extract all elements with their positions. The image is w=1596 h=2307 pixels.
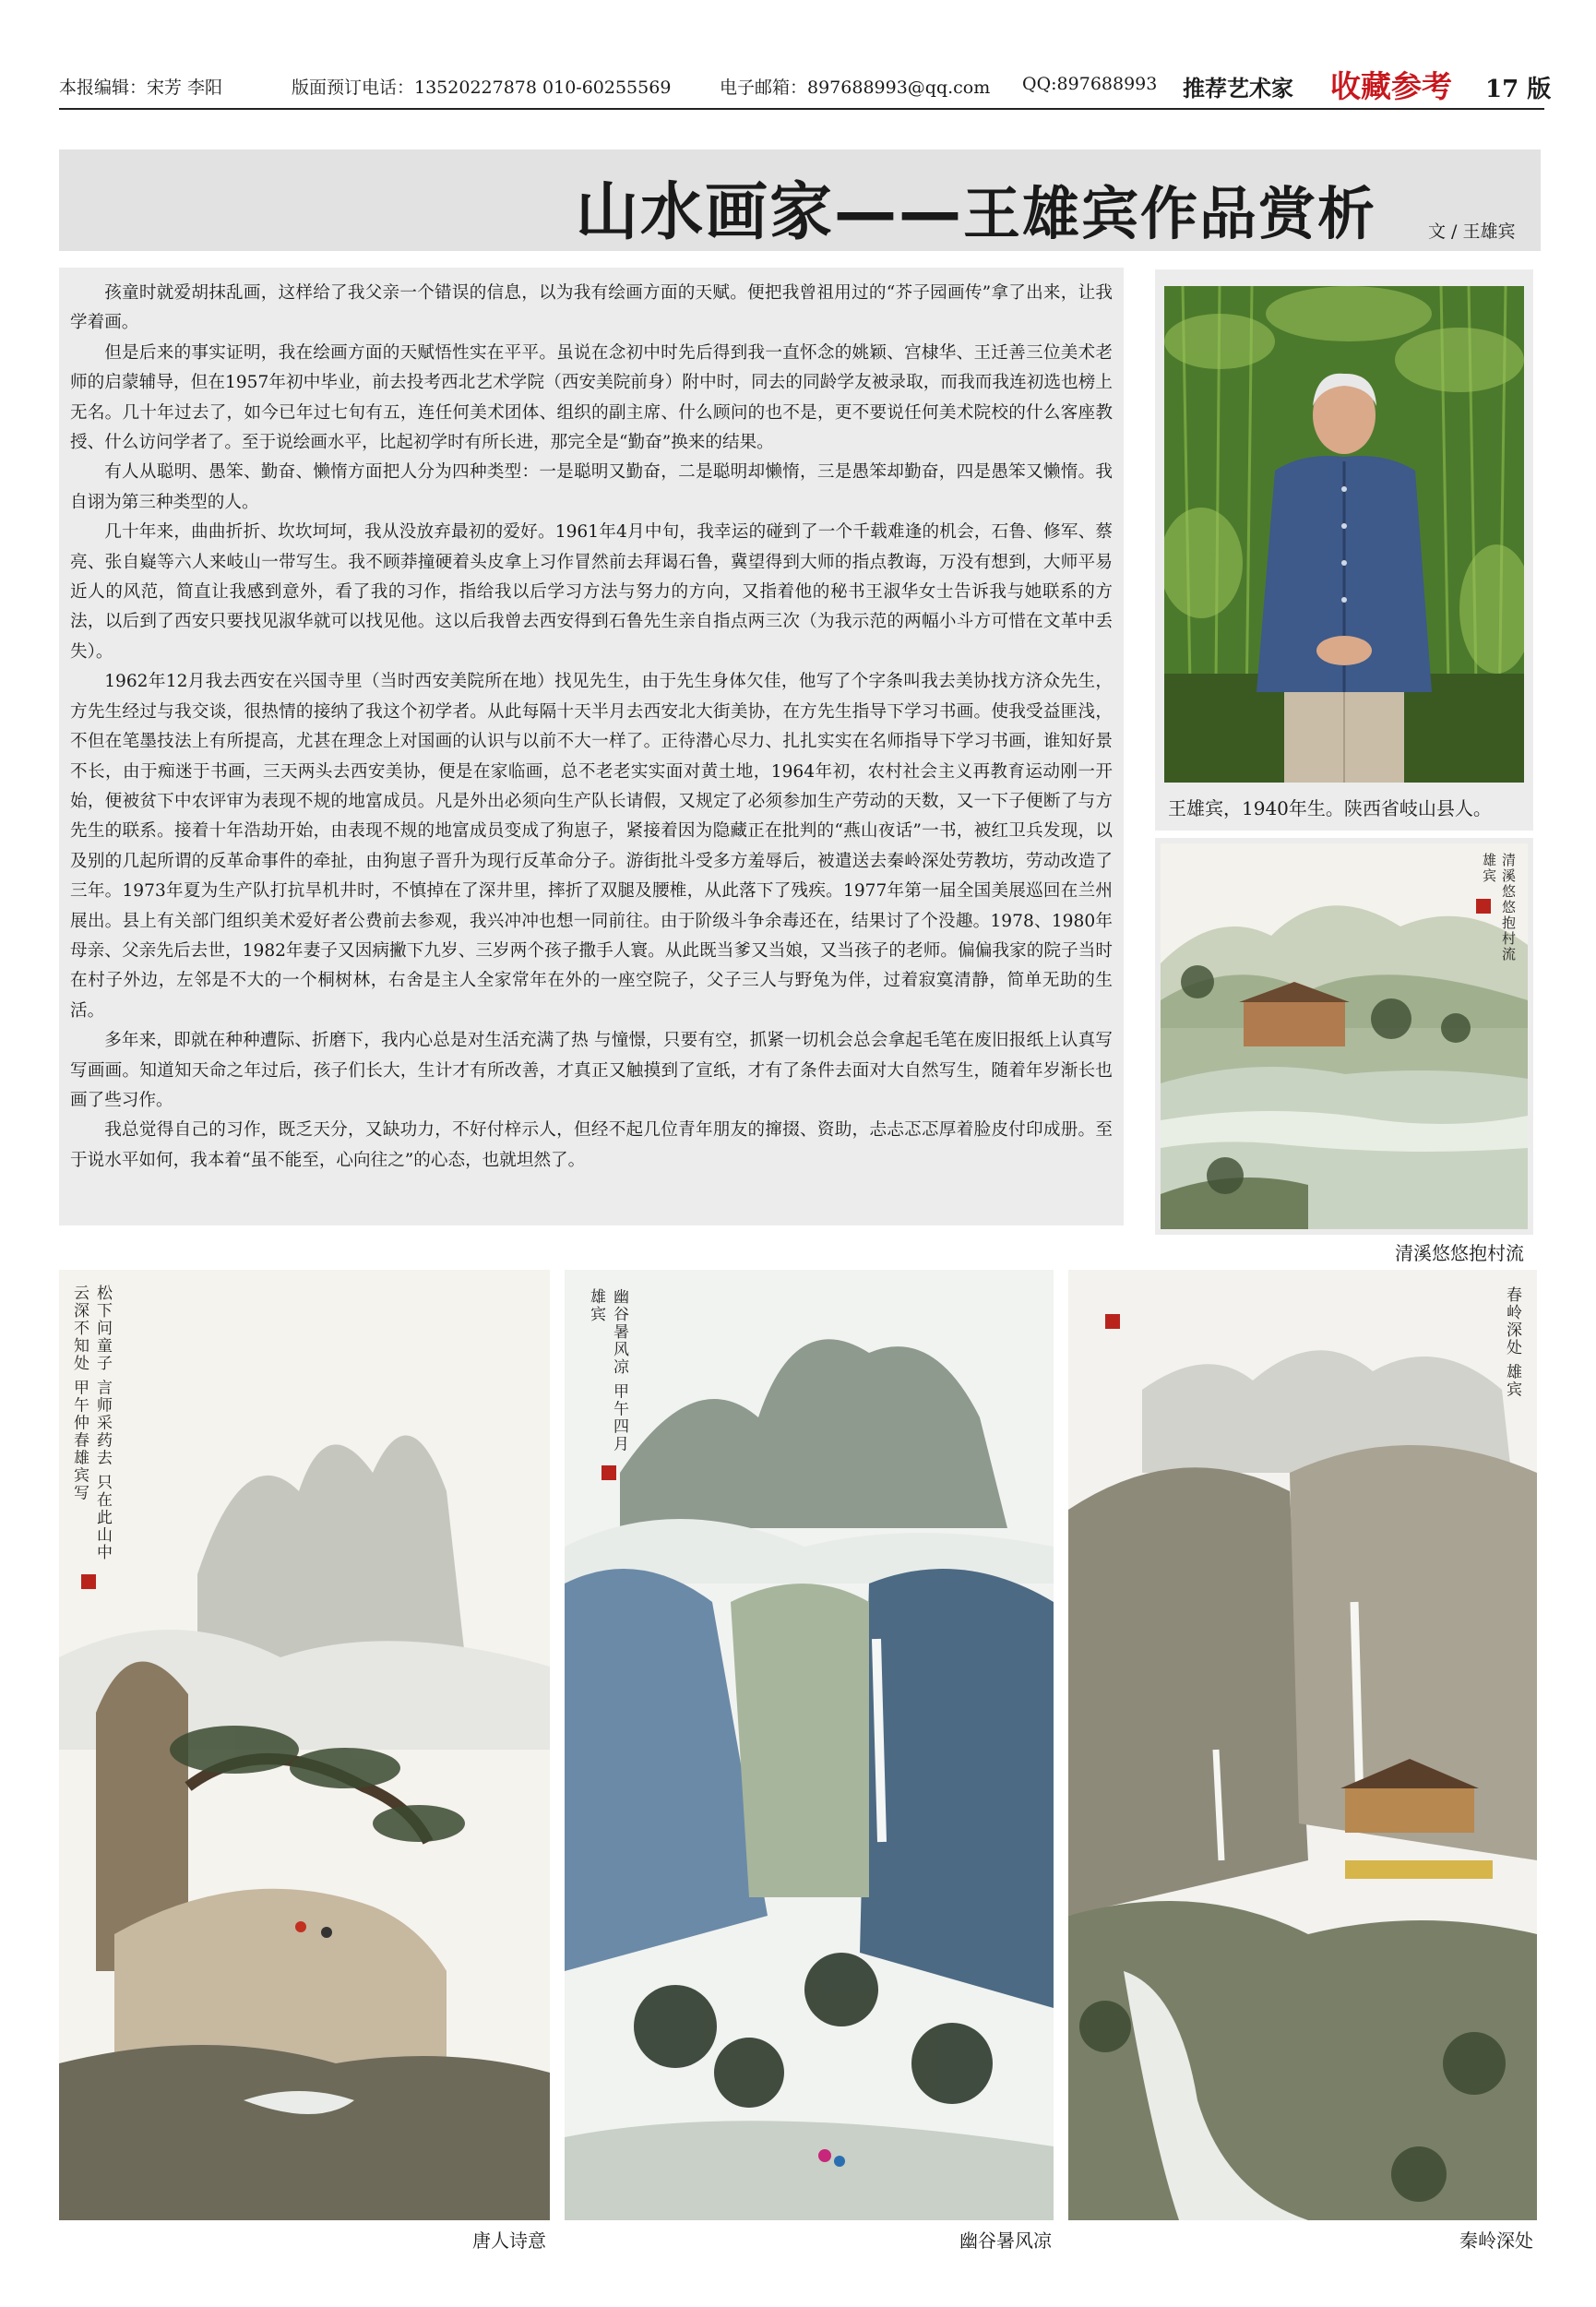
seal-stamp [81,1574,96,1589]
painting-inscription: 清溪悠悠抱村流 雄宾 [1481,853,1517,962]
seal-stamp [1476,899,1491,914]
seal-stamp [601,1465,616,1480]
painting-qingxi [1161,843,1528,1229]
header-email: 电子邮箱：897688993@qq.com [720,78,991,98]
title-dash: —— [834,176,964,249]
article-paragraph: 1962年12月我去西安在兴国寺里（当时西安美院所在地）找见先生，由于先生身体欠佳，他写了个字条叫我去美协找方济众先生，方先生经过与我交谈，很热情的接纳了我这个初学者。从此每隔十天半月去西安北大街美协，在方先生指导下学习书画。使我受益匪浅，不但在笔墨技法上有所提高，尤甚在理念上对国画的认识与以前不大一样了。正待潜心尽力、扎扎实实在名师指导下学习书画，谁知好景不长，由于痴迷于书画，三天两头去西安美协，便是在家临画，总不老老实实面对黄土地，1964年初，农村社会主义再教育运动刚一开始，便被贫下中农评审为表现不规的地富成员。凡是外出必须向生产队长请假，又规定了必须参加生产劳动的天数，又一下子便断了与方先生的联系。接着十年浩劫开始，由表现不规的地富成员变成了狗崽子，紧接着因为隐藏正在批判的“燕山夜话”一书，被红卫兵发现，以及别的几起所谓的反革命事件的牵扯，由狗崽子晋升为现行反革命分子。游街批斗受多方羞辱后，被遣送去秦岭深处劳教坊，劳动改造了三年。1973年夏为生产队打抗旱机井时，不慎掉在了深井里，摔折了双腿及腰椎，从此落下了残疾。1977年第一届全国美展巡回在兰州展出。县上有关部门组织美术爱好者公费前去参观，我兴冲冲也想一同前往。由于阶级斗争余毒还在，结果讨了个没趣。1978、1980年母亲、父亲先后去世，1982年妻子又因病撇下九岁、三岁两个孩子撒手人寰。从此既当爹又当娘，又当孩子的老师。偏偏我家的院子当时在村子外边，左邻是不大的一个桐树林，右舍是主人全家常年在外的一座空院子，父子三人与野兔为伴，过着寂寞清静，简单无助的生活。 [70,672,1113,1021]
article-paragraph: 我总觉得自己的习作，既乏天分，又缺功力，不好付梓示人，但经不起几位青年朋友的撺掇、资助，忐忐忑忑厚着脸皮付印成册。至于说水平如何，我本着“虽不能至，心向往之”的心态，也就坦然了。 [70,1120,1113,1170]
painting-caption: 幽谷暑风凉 [959,2229,1052,2252]
byline: 文 / 王雄宾 [1428,221,1516,242]
painting-tangren-illustration [59,1270,550,2220]
painting-inscription: 松下问童子 言师采药去 只在此山中 云深不知处 甲午仲春雄宾写 [70,1285,112,1561]
painting-qinling [1068,1270,1537,2220]
painting-inscription: 春岭深处 雄宾 [1503,1286,1521,1399]
page-number: 17 版 [1485,76,1552,103]
article-paragraph: 有人从聪明、愚笨、勤奋、懒惰方面把人分为四种类型：一是聪明又勤奋，二是聪明却懒惰，三是愚笨却勤奋，四是愚笨又懒惰。我自诩为第三种类型的人。 [70,462,1113,512]
header-qq: QQ:897688993 [1022,74,1158,94]
header-editors: 本报编辑：宋芳 李阳 [59,78,223,98]
painting-caption: 清溪悠悠抱村流 [1395,1242,1524,1264]
header-phone: 版面预订电话：13520227878 010-60255569 [292,78,672,98]
painting-tangren [59,1270,550,2220]
portrait-photo [1164,286,1524,783]
section-label: 推荐艺术家 [1183,75,1293,102]
article-paragraph: 几十年来，曲曲折折、坎坎坷坷，我从没放弃最初的爱好。1961年4月中旬，我幸运的碰到了一个千载难逢的机会，石鲁、修军、蔡亮、张自嶷等六人来岐山一带写生。我不顾莽撞硬着头皮拿上习作冒然前去拜谒石鲁，冀望得到大师的指点教诲，万没有想到，大师平易近人的风范，简直让我感到意外，看了我的习作，指给我以后学习方法与努力的方向，又指着他的秘书王淑华女士告诉我与她联系的方法，以后到了西安只要找见淑华就可以找见他。这以后我曾去西安得到石鲁先生亲自指点两三次（为我示范的两幅小斗方可惜在文革中丢失）。 [70,522,1113,662]
painting-caption: 秦岭深处 [1459,2229,1533,2252]
painting-qingxi-illustration [1161,843,1528,1229]
title-main: 山水画家 [576,176,835,249]
brand-name: 收藏参考 [1330,68,1452,104]
painting-qinling-illustration [1068,1270,1537,2220]
header-rule [59,108,1544,110]
painting-inscription: 幽谷暑风凉 甲午四月雄宾 [587,1288,628,1453]
portrait-illustration [1164,286,1524,783]
article-paragraph: 孩童时就爱胡抹乱画，这样给了我父亲一个错误的信息，以为我有绘画方面的天赋。便把我曾祖用过的“芥子园画传”拿了出来，让我学着画。 [70,283,1113,333]
article-paragraph: 但是后来的事实证明，我在绘画方面的天赋悟性实在平平。虽说在念初中时先后得到我一直怀念的姚颖、宫棣华、王迁善三位美术老师的启蒙辅导，但在1957年初中毕业，前去投考西北艺术学院（西安美院前身）附中时，同去的同龄学友被录取，而我而我连初选也榜上无名。几十年过去了，如今已年过七旬有五，连任何美术团体、组织的副主席、什么顾问的也不是，更不要说任何美术院校的什么客座教授、什么访问学者了。至于说绘画水平，比起初学时有所长进，那完全是“勤奋”换来的结果。 [70,342,1113,453]
painting-yougu-illustration [565,1270,1054,2220]
article-paragraph: 多年来，即就在种种遭际、折磨下，我内心总是对生活充满了热 与憧憬，只要有空，抓紧一切机会总会拿起毛笔在废旧报纸上认真写写画画。知道知天命之年过后，孩子们长大，生计才有所改善，才真正又触摸到了宣纸，才有了条件去面对大自然写生，随着年岁渐长也画了些习作。 [70,1031,1113,1110]
painting-caption: 唐人诗意 [472,2229,546,2252]
portrait-caption: 王雄宾，1940年生。陕西省岐山县人。 [1168,797,1492,819]
page-title [576,162,1376,252]
article-body [70,279,1113,1176]
title-sub: 王雄宾作品赏析 [963,180,1377,247]
painting-yougu [565,1270,1054,2220]
seal-stamp [1105,1314,1120,1329]
